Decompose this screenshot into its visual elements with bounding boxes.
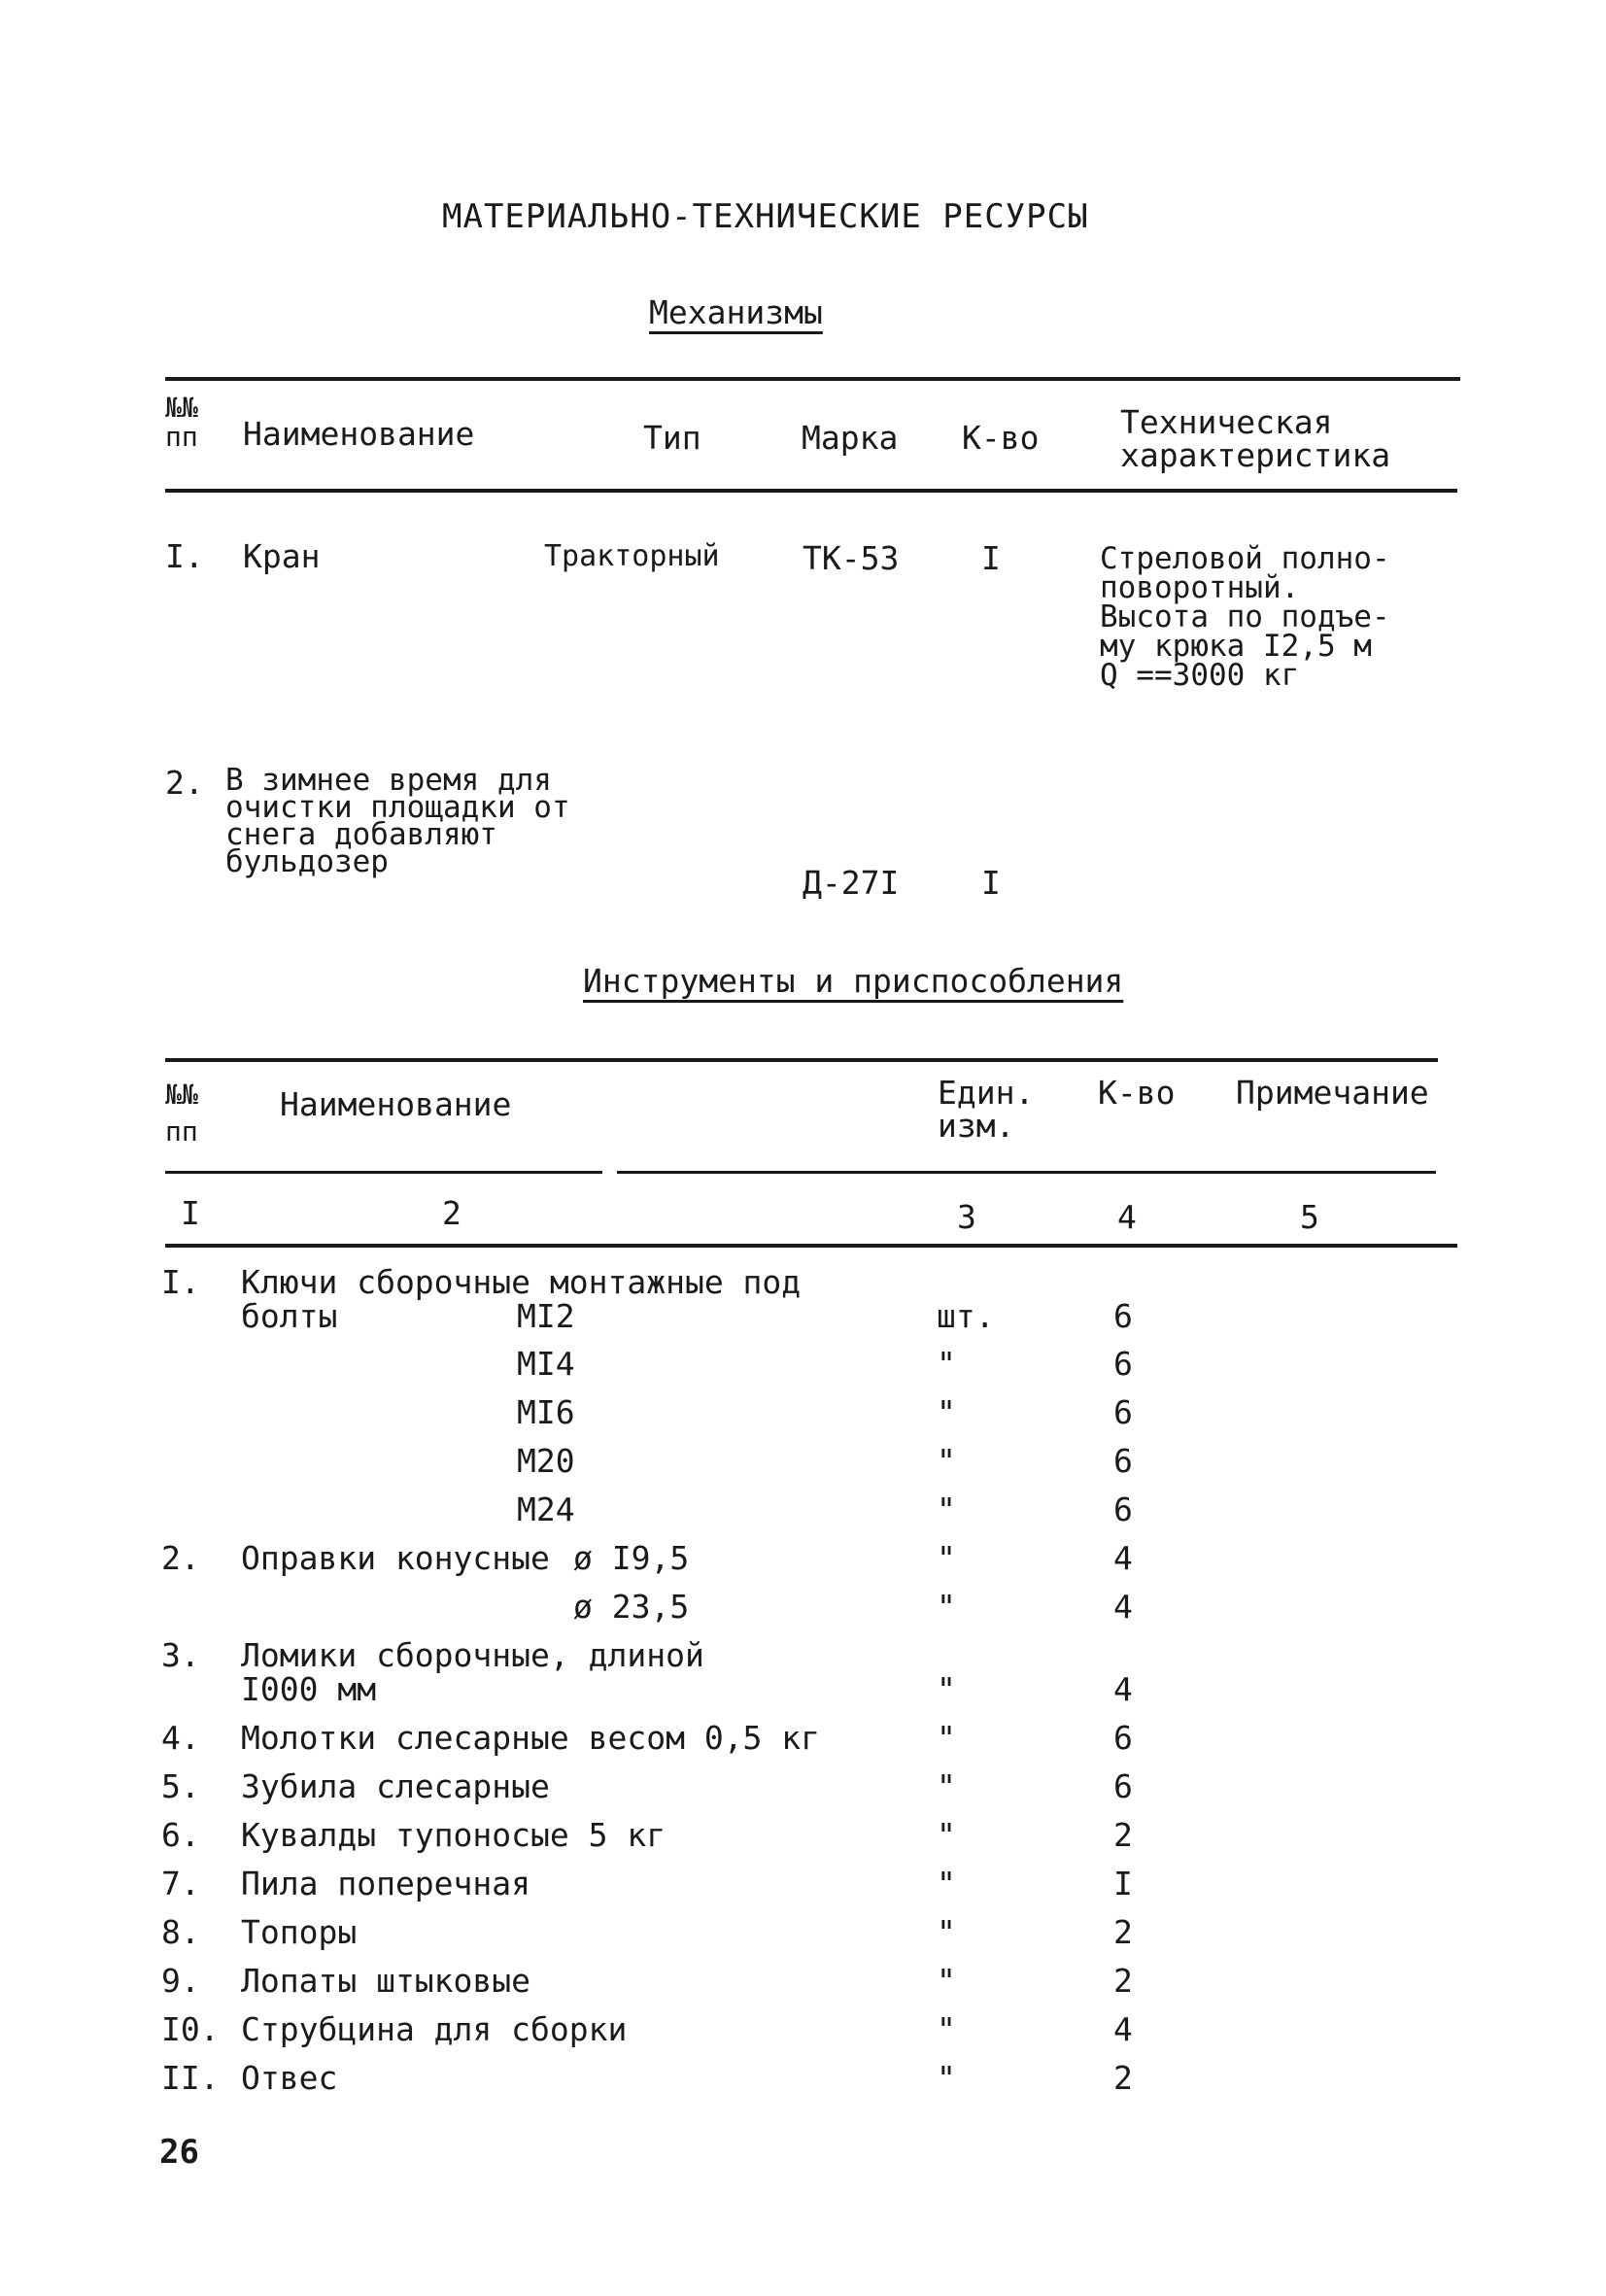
- tools-row-unit: ": [937, 1670, 956, 1708]
- mechanisms-table-top-rule: [165, 377, 1460, 381]
- tools-row-sub: М24: [517, 1491, 575, 1528]
- tools-row-name: болты: [241, 1297, 338, 1335]
- tools-row-name: Кувалды тупоносые 5 кг: [241, 1816, 666, 1854]
- mechanisms-header-brand: Марка: [802, 419, 899, 457]
- mechanisms-row-name: Кран: [243, 537, 321, 575]
- tools-row-qty: 2: [1113, 2059, 1133, 2097]
- tools-row-sub: МI2: [517, 1297, 575, 1335]
- tools-row-unit: ": [937, 1345, 956, 1383]
- tools-row-name: Оправки конусные: [241, 1539, 550, 1577]
- tools-row-qty: 4: [1113, 1670, 1133, 1708]
- tools-row-qty: 6: [1113, 1345, 1133, 1383]
- mechanisms-row-qty: I: [981, 539, 1001, 577]
- mechanisms-heading: Механизмы: [649, 293, 823, 331]
- tools-row-unit: ": [937, 1816, 956, 1854]
- mechanisms-row-num: 2.: [165, 764, 204, 802]
- tools-row-sub: МI6: [517, 1393, 575, 1431]
- tools-row-name: Молотки слесарные весом 0,5 кг: [241, 1719, 821, 1757]
- tools-row-qty: 2: [1113, 1816, 1133, 1854]
- tools-row-sub: ø I9,5: [573, 1539, 690, 1577]
- tools-row-name: I000 мм: [241, 1670, 377, 1708]
- tools-row-num: 7.: [161, 1865, 200, 1902]
- page-title: МАТЕРИАЛЬНО-ТЕХНИЧЕСКИЕ РЕСУРСЫ: [442, 197, 1089, 236]
- mechanisms-header-name: Наименование: [243, 415, 475, 453]
- tools-row-qty: 6: [1113, 1719, 1133, 1757]
- tools-row-num: 2.: [161, 1539, 200, 1577]
- mechanisms-header-num: №№ пп: [165, 392, 198, 453]
- tools-row-unit: шт.: [937, 1297, 995, 1335]
- mechanisms-header-bottom-rule: [165, 489, 1457, 493]
- tools-col-number: 4: [1117, 1198, 1137, 1236]
- tools-header-name: Наименование: [280, 1085, 512, 1123]
- tools-row-num: I0.: [161, 2010, 220, 2048]
- tools-heading: Инструменты и приспособления: [583, 962, 1124, 1000]
- tools-row-qty: 4: [1113, 1588, 1133, 1626]
- mechanisms-row-spec: Стреловой полно- поворотный. Высота по подъе- му крюка I2,5 м Q ==3000 кг: [1100, 541, 1390, 693]
- tools-table-top-rule: [165, 1058, 1438, 1062]
- tools-header-qty: К-во: [1098, 1074, 1176, 1112]
- tools-row-unit: ": [937, 2059, 956, 2097]
- mechanisms-row-qty: I: [981, 864, 1001, 902]
- tools-row-name: Ломики сборочные, длиной: [241, 1636, 704, 1674]
- tools-row-name: Ключи сборочные монтажные под: [241, 1263, 802, 1301]
- page-number: 26: [159, 2133, 199, 2172]
- tools-row-qty: 6: [1113, 1767, 1133, 1805]
- tools-row-qty: 6: [1113, 1442, 1133, 1480]
- tools-row-unit: ": [937, 1719, 956, 1757]
- tools-colnum-bottom-rule: [165, 1244, 1457, 1248]
- tools-row-unit: ": [937, 1913, 956, 1951]
- tools-row-unit: ": [937, 1588, 956, 1626]
- tools-row-qty: I: [1113, 1865, 1133, 1902]
- tools-row-num: II.: [161, 2059, 220, 2097]
- tools-row-name: Струбцина для сборки: [241, 2010, 628, 2048]
- tools-header-num: №№ пп: [165, 1079, 198, 1148]
- tools-header-unit: Един. изм.: [938, 1074, 1035, 1145]
- tools-row-sub: МI4: [517, 1345, 575, 1383]
- tools-row-sub: ø 23,5: [573, 1588, 690, 1626]
- tools-row-num: 4.: [161, 1719, 200, 1757]
- mechanisms-header-type: Тип: [643, 419, 701, 457]
- mechanisms-row-type: Тракторный: [544, 539, 720, 573]
- tools-row-num: I.: [161, 1263, 200, 1301]
- mechanisms-row-brand: Д-27I: [803, 864, 900, 902]
- tools-row-qty: 2: [1113, 1962, 1133, 2000]
- tools-row-unit: ": [937, 1767, 956, 1805]
- tools-row-unit: ": [937, 1865, 956, 1902]
- tools-row-num: 8.: [161, 1913, 200, 1951]
- tools-row-unit: ": [937, 1962, 956, 2000]
- tools-row-qty: 6: [1113, 1393, 1133, 1431]
- tools-row-qty: 4: [1113, 2010, 1133, 2048]
- mechanisms-row-brand: ТК-53: [803, 539, 900, 577]
- tools-col-number: 3: [957, 1198, 976, 1236]
- tools-row-unit: ": [937, 1393, 956, 1431]
- mechanisms-header-qty: К-во: [962, 419, 1040, 457]
- tools-row-qty: 6: [1113, 1297, 1133, 1335]
- tools-row-unit: ": [937, 2010, 956, 2048]
- tools-header-note: Примечание: [1236, 1074, 1429, 1112]
- tools-row-num: 9.: [161, 1962, 200, 2000]
- tools-row-unit: ": [937, 1442, 956, 1480]
- mechanisms-header-spec: Техническая характеристика: [1120, 403, 1391, 474]
- tools-row-name: Зубила слесарные: [241, 1767, 550, 1805]
- tools-header-bottom-rule-right: [617, 1171, 1436, 1174]
- tools-row-name: Лопаты штыковые: [241, 1962, 531, 2000]
- tools-row-sub: М20: [517, 1442, 575, 1480]
- tools-col-number: I: [181, 1194, 200, 1232]
- tools-row-name: Топоры: [241, 1913, 358, 1951]
- tools-row-unit: ": [937, 1491, 956, 1528]
- tools-row-name: Отвес: [241, 2059, 338, 2097]
- tools-row-qty: 2: [1113, 1913, 1133, 1951]
- tools-row-name: Пила поперечная: [241, 1865, 531, 1902]
- tools-col-number: 5: [1300, 1198, 1319, 1236]
- tools-row-unit: ": [937, 1539, 956, 1577]
- tools-header-bottom-rule-left: [165, 1171, 602, 1174]
- tools-row-num: 3.: [161, 1636, 200, 1674]
- tools-col-number: 2: [442, 1194, 461, 1232]
- tools-row-num: 5.: [161, 1767, 200, 1805]
- tools-row-qty: 4: [1113, 1539, 1133, 1577]
- tools-row-qty: 6: [1113, 1491, 1133, 1528]
- mechanisms-row-num: I.: [165, 537, 204, 575]
- mechanisms-row-name: В зимнее время для очистки площадки от снега добавляют бульдозер: [225, 763, 570, 879]
- tools-row-num: 6.: [161, 1816, 200, 1854]
